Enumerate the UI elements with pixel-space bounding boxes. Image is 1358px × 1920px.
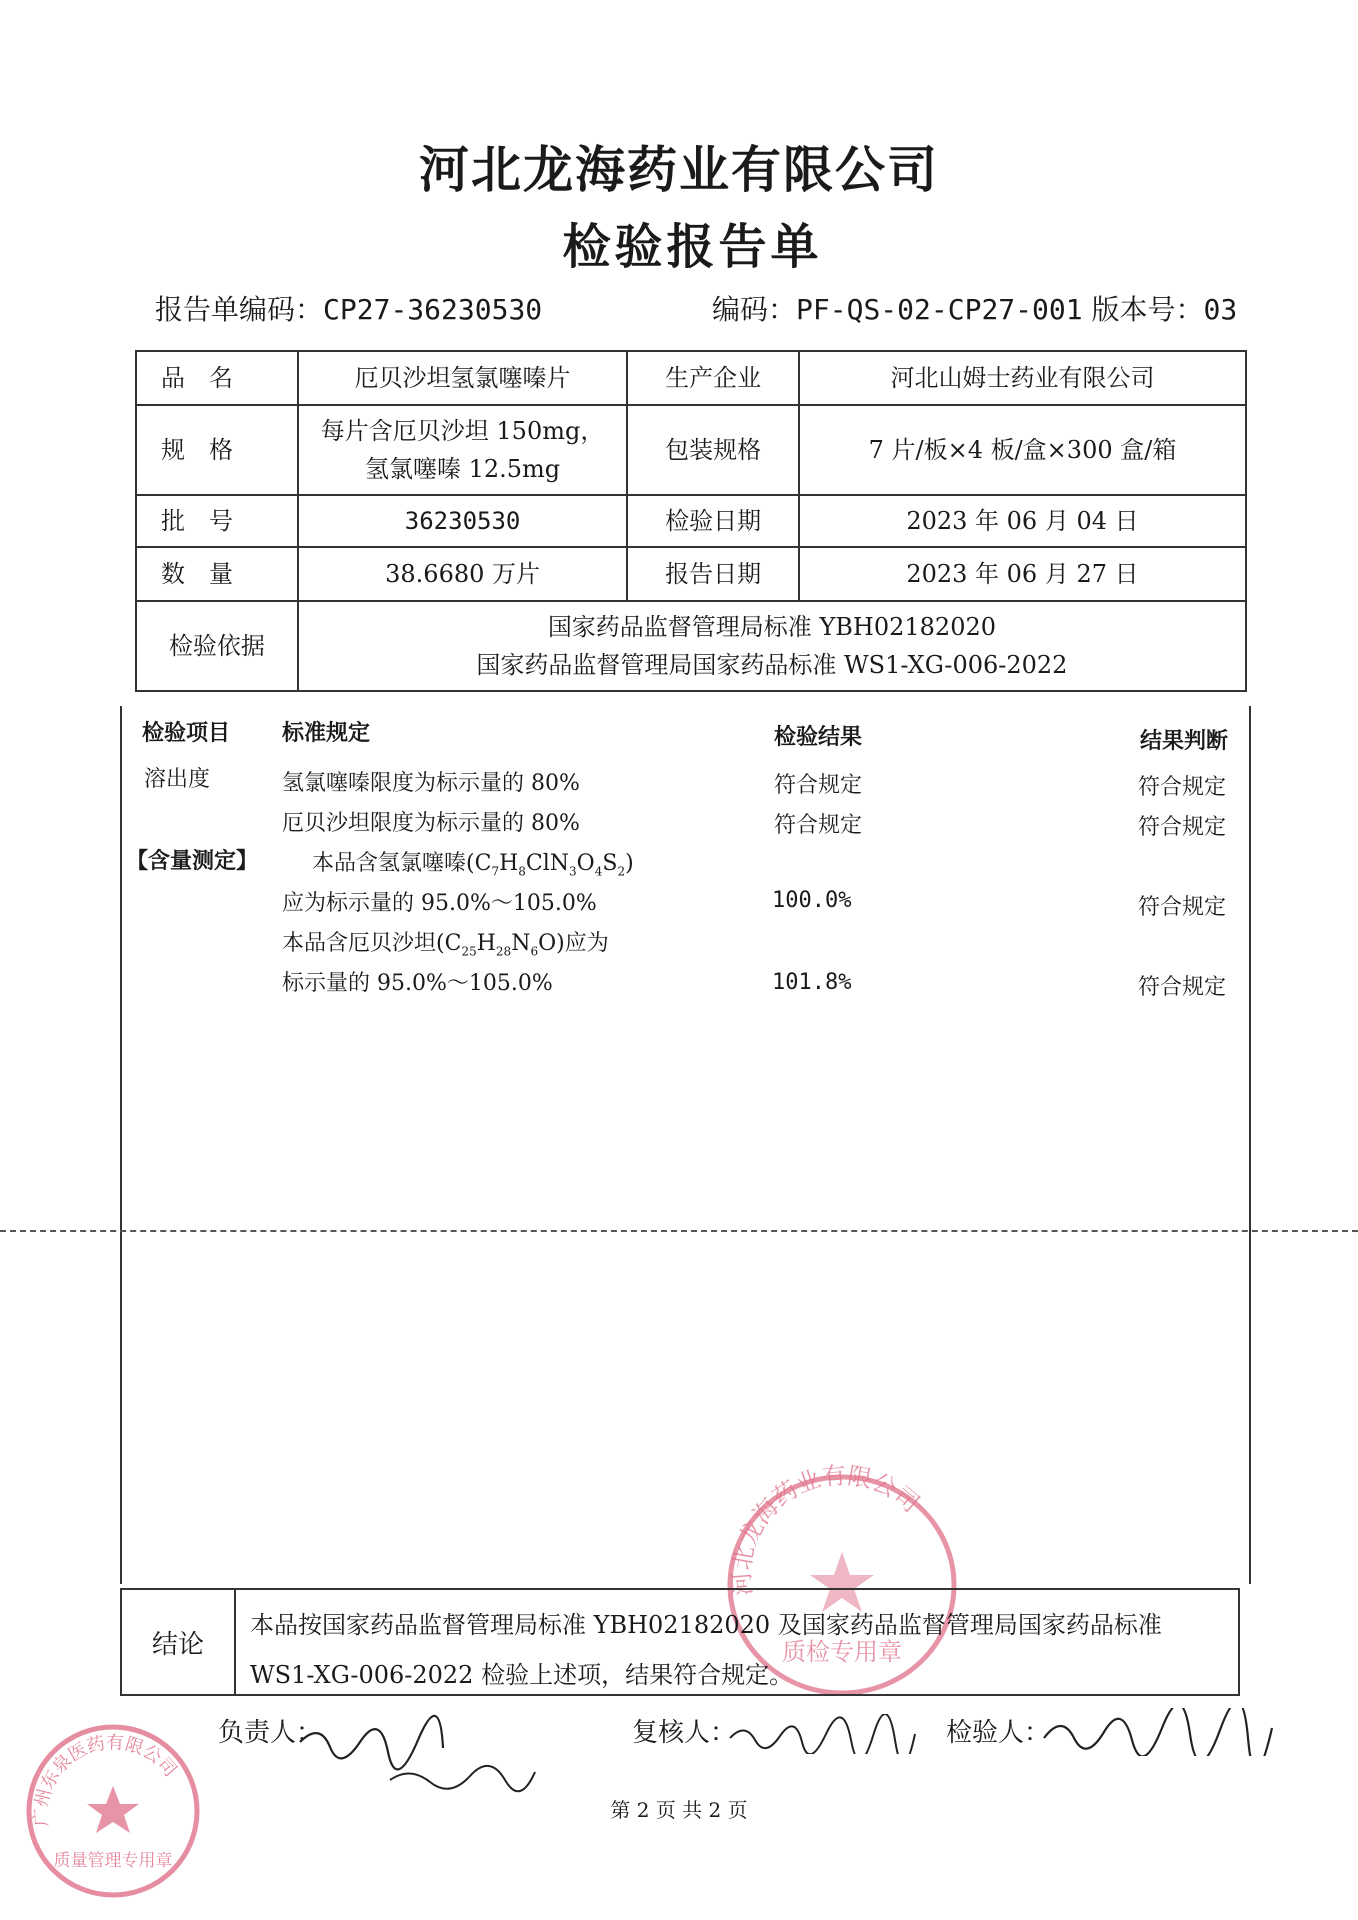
dissolution-res-2: 符合规定	[774, 813, 863, 838]
basis	[298, 601, 1246, 691]
svg-text:河北龙海药业有限公司: 河北龙海药业有限公司	[727, 1461, 925, 1598]
table-row	[136, 351, 1246, 405]
basis-line-1: 国家药品监督管理局标准 YBH02182020	[547, 612, 997, 641]
package-label: 包装规格	[627, 405, 799, 495]
fold-line	[0, 1230, 1358, 1232]
dissolution-label: 溶出度	[144, 767, 211, 792]
dissolution-res-1: 符合规定	[774, 773, 863, 798]
assay-label: 【含量测定】	[126, 848, 259, 874]
quantity: 38.6680 万片	[298, 547, 627, 601]
report-date-label: 报告日期	[627, 547, 799, 601]
spec-line-2: 氢氯噻嗪 12.5mg	[364, 455, 561, 483]
reviewer-label: 复核人：	[632, 1718, 737, 1748]
product-name-label: 品 名	[136, 351, 298, 405]
dissolution-judge-2: 符合规定	[1138, 815, 1227, 840]
report-number-value: CP27-36230530	[323, 293, 543, 326]
reviewer-signature	[632, 1712, 736, 1749]
assay-2-result: 101.8%	[772, 970, 852, 995]
assay-1-std-line-2: 应为标示量的 95.0%～105.0%	[282, 891, 597, 916]
version-label: 版本号：	[1091, 293, 1204, 326]
conclusion-label: 结论	[122, 1590, 236, 1694]
assay-1-std-line-1: 本品含氢氯噻嗪$(C_7H_8ClN_3O_4S_2)$	[312, 851, 634, 879]
manufacturer: 河北山姆士药业有限公司	[799, 351, 1246, 405]
assay-1-result: 100.0%	[772, 888, 852, 913]
dissolution-std-1: 氢氯噻嗪限度为标示量的 80%	[282, 771, 580, 796]
assay-2-std-line-2: 标示量的 95.0%～105.0%	[282, 971, 553, 996]
page-number: 第 2 页 共 2 页	[610, 1798, 748, 1822]
basis-line-2: 国家药品监督管理局国家药品标准 WS1-XG-006-2022	[476, 651, 1068, 679]
distributor-seal-stamp	[18, 1716, 208, 1906]
company-title: 河北龙海药业有限公司	[419, 140, 939, 199]
table-row	[136, 405, 1246, 495]
assay-2-judge: 符合规定	[1138, 975, 1227, 1000]
batch-label: 批 号	[136, 495, 298, 547]
version-value: 03	[1203, 293, 1238, 326]
spec	[298, 405, 627, 495]
results-section	[120, 706, 1251, 1584]
document-code	[712, 288, 1237, 328]
svg-text:质检专用章: 质检专用章	[782, 1638, 902, 1666]
quantity-label: 数 量	[136, 547, 298, 601]
table-row	[136, 601, 1246, 691]
conclusion-line-1: 本品按国家药品监督管理局标准 YBH02182020 及国家药品监督管理局国家药品标准	[250, 1611, 1162, 1639]
col-item-header: 检验项目	[142, 720, 231, 746]
spec-label: 规 格	[136, 405, 298, 495]
col-result-header: 检验结果	[774, 724, 863, 750]
inspector-signature	[946, 1712, 1050, 1749]
manufacturer-label: 生产企业	[627, 351, 799, 405]
svg-text:广州东泉医药有限公司: 广州东泉医药有限公司	[30, 1732, 181, 1827]
batch: 36230530	[298, 495, 627, 547]
svg-text:质量管理专用章: 质量管理专用章	[53, 1851, 173, 1871]
inspector-label: 检验人：	[946, 1718, 1051, 1748]
table-row	[136, 547, 1246, 601]
conclusion-line-2: WS1-XG-006-2022 检验上述项，结果符合规定。	[250, 1661, 794, 1689]
spec-line-1: 每片含厄贝沙坦 150mg，	[320, 416, 605, 445]
assay-1-judge: 符合规定	[1138, 895, 1227, 920]
test-date-label: 检验日期	[627, 495, 799, 547]
package: 7 片/板×4 板/盒×300 盒/箱	[799, 405, 1246, 495]
product-name: 厄贝沙坦氢氯噻嗪片	[298, 351, 627, 405]
inspector-handwritten-signature	[1040, 1708, 1280, 1756]
assay-2-std-line-1: 本品含厄贝沙坦$(C_{25}H_{28}N_6O)$应为	[282, 931, 609, 959]
col-judgement-header: 结果判断	[1140, 728, 1229, 754]
report-number	[155, 288, 542, 328]
document-title: 检验报告单	[562, 219, 823, 275]
responsible-label: 负责人：	[218, 1718, 323, 1748]
report-date: 2023 年 06 月 27 日	[799, 547, 1246, 601]
basis-label: 检验依据	[136, 601, 298, 691]
table-row	[136, 495, 1246, 547]
responsible-handwritten-signature	[290, 1712, 570, 1802]
product-info-table	[135, 350, 1247, 692]
test-date: 2023 年 06 月 04 日	[799, 495, 1246, 547]
dissolution-judge-1: 符合规定	[1138, 775, 1227, 800]
code-label: 编码：	[712, 293, 797, 326]
code-value: PF-QS-02-CP27-001	[796, 293, 1083, 326]
reviewer-handwritten-signature	[726, 1714, 926, 1754]
dissolution-std-2: 厄贝沙坦限度为标示量的 80%	[282, 811, 580, 836]
conclusion-box	[120, 1588, 1240, 1696]
report-number-label: 报告单编码：	[155, 293, 324, 326]
conclusion-text	[236, 1590, 1176, 1694]
col-standard-header: 标准规定	[282, 720, 371, 746]
